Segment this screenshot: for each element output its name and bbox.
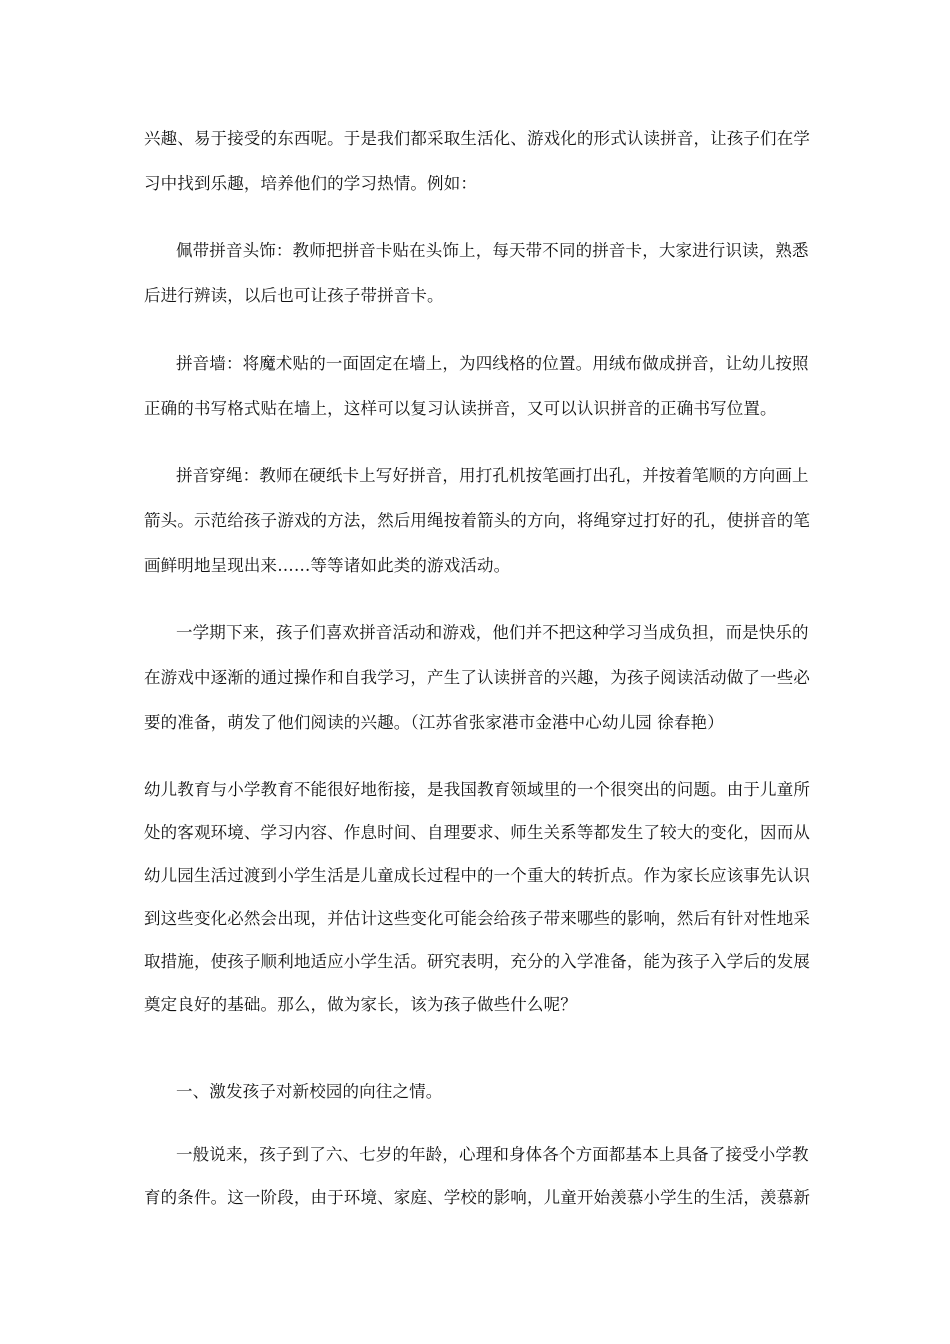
text-line: 取措施，使孩子顺利地适应小学生活。研究表明，充分的入学准备，能为孩子入学后的发展 bbox=[144, 952, 810, 971]
text-line: 幼儿园生活过渡到小学生活是儿童成长过程中的一个重大的转折点。作为家长应该事先认识 bbox=[144, 866, 810, 885]
text-line: 一学期下来，孩子们喜欢拼音活动和游戏，他们并不把这种学习当成负担，而是快乐的 bbox=[176, 623, 809, 642]
text-line: 要的准备，萌发了他们阅读的兴趣。（江苏省张家港市金港中心幼儿园 徐春艳） bbox=[144, 713, 724, 732]
text-line: 佩带拼音头饰：教师把拼音卡贴在头饰上，每天带不同的拼音卡，大家进行识读，熟悉 bbox=[176, 241, 809, 260]
text-line: 习中找到乐趣，培养他们的学习热情。例如： bbox=[144, 174, 477, 193]
text-line: 兴趣、易于接受的东西呢。于是我们都采取生活化、游戏化的形式认读拼音，让孩子们在学 bbox=[144, 129, 810, 148]
text-line: 拼音墙：将魔术贴的一面固定在墙上，为四线格的位置。用绒布做成拼音，让幼儿按照 bbox=[176, 354, 809, 373]
text-line: 奠定良好的基础。那么，做为家长，该为孩子做些什么呢？ bbox=[144, 995, 577, 1014]
text-line: 后进行辨读，以后也可让孩子带拼音卡。 bbox=[144, 286, 444, 305]
text-line: 在游戏中逐渐的通过操作和自我学习，产生了认读拼音的兴趣，为孩子阅读活动做了一些必 bbox=[144, 668, 810, 687]
section-heading: 一、激发孩子对新校园的向往之情。 bbox=[176, 1082, 443, 1101]
text-line: 育的条件。这一阶段，由于环境、家庭、学校的影响，儿童开始羡慕小学生的生活，羡慕新 bbox=[144, 1188, 810, 1207]
text-line: 幼儿教育与小学教育不能很好地衔接，是我国教育领域里的一个很突出的问题。由于儿童所 bbox=[144, 780, 810, 799]
text-line: 处的客观环境、学习内容、作息时间、自理要求、师生关系等都发生了较大的变化，因而从 bbox=[144, 823, 810, 842]
text-line: 画鲜明地呈现出来……等等诸如此类的游戏活动。 bbox=[144, 556, 511, 575]
text-line: 一般说来，孩子到了六、七岁的年龄，心理和身体各个方面都基本上具备了接受小学教 bbox=[176, 1145, 809, 1164]
text-line: 到这些变化必然会出现，并估计这些变化可能会给孩子带来哪些的影响，然后有针对性地采 bbox=[144, 909, 810, 928]
text-line: 正确的书写格式贴在墙上，这样可以复习认读拼音，又可以认识拼音的正确书写位置。 bbox=[144, 399, 777, 418]
text-line: 拼音穿绳：教师在硬纸卡上写好拼音，用打孔机按笔画打出孔，并按着笔顺的方向画上 bbox=[176, 466, 809, 485]
text-line: 箭头。示范给孩子游戏的方法，然后用绳按着箭头的方向，将绳穿过打好的孔，使拼音的笔 bbox=[144, 511, 810, 530]
